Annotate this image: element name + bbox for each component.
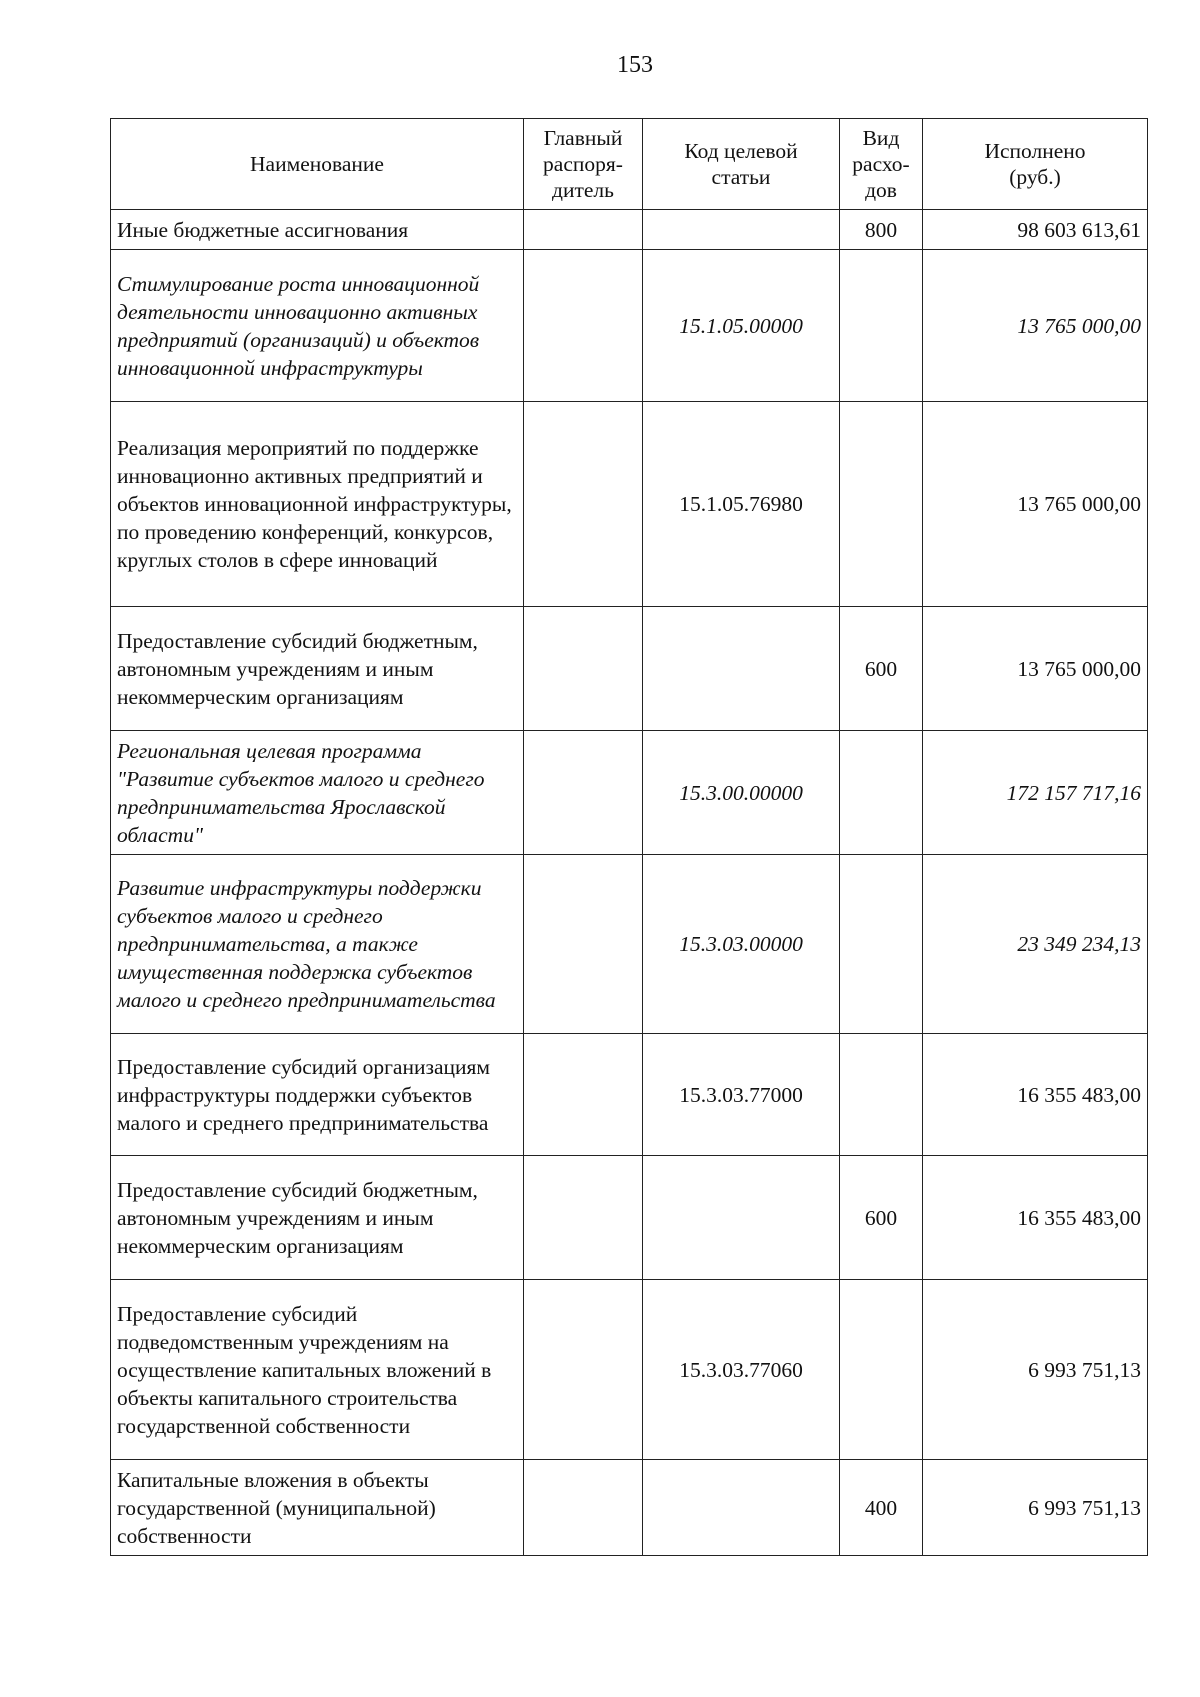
row-sum: 98 603 613,61 [923,210,1148,250]
row-code: 15.3.00.00000 [643,731,840,855]
row-code [643,210,840,250]
row-code: 15.3.03.77060 [643,1280,840,1460]
row-vid: 600 [840,1156,923,1280]
budget-table [110,118,1148,1556]
table-row [111,1280,1148,1460]
header-grbs: Главный распоря-дитель [524,119,643,210]
row-name: Предоставление субсидий бюджетным, автономным учреждениям и иным некоммерческим организациям [111,607,524,731]
row-vid: 800 [840,210,923,250]
row-code: 15.1.05.76980 [643,402,840,607]
table-row [111,607,1148,731]
header-name: Наименование [111,119,524,210]
row-grbs [524,1280,643,1460]
row-grbs [524,1034,643,1156]
row-sum: 6 993 751,13 [923,1460,1148,1556]
row-grbs [524,210,643,250]
row-name: Иные бюджетные ассигнования [111,210,524,250]
row-sum: 16 355 483,00 [923,1156,1148,1280]
table-row [111,210,1148,250]
row-code [643,607,840,731]
row-name: Региональная целевая программа "Развитие субъектов малого и среднего предпринимательства Ярославской области" [111,731,524,855]
row-name: Предоставление субсидий бюджетным, автономным учреждениям и иным некоммерческим организациям [111,1156,524,1280]
row-sum: 23 349 234,13 [923,855,1148,1034]
row-vid [840,1034,923,1156]
table-row [111,1460,1148,1556]
row-name: Реализация мероприятий по поддержке инновационно активных предприятий и объектов инновационной инфраструктуры, по проведению конференций, конкурсов, круглых столов в сфере инноваций [111,402,524,607]
row-code: 15.1.05.00000 [643,250,840,402]
table-row [111,402,1148,607]
page-number: 153 [617,52,653,78]
table-header-row [111,119,1148,210]
row-vid [840,855,923,1034]
row-vid [840,1280,923,1460]
table-row [111,1034,1148,1156]
row-code: 15.3.03.77000 [643,1034,840,1156]
row-name: Развитие инфраструктуры поддержки субъектов малого и среднего предпринимательства, а также имущественная поддержка субъектов малого и среднего предпринимательства [111,855,524,1034]
row-sum: 16 355 483,00 [923,1034,1148,1156]
row-grbs [524,1156,643,1280]
row-vid: 600 [840,607,923,731]
row-sum: 6 993 751,13 [923,1280,1148,1460]
row-vid [840,731,923,855]
table-row [111,855,1148,1034]
row-code [643,1156,840,1280]
row-name: Предоставление субсидий подведомственным учреждениям на осуществление капитальных вложений в объекты капитального строительства государственной собственности [111,1280,524,1460]
table-row [111,250,1148,402]
table-row [111,1156,1148,1280]
header-sum: Исполнено (руб.) [923,119,1148,210]
row-code [643,1460,840,1556]
row-grbs [524,731,643,855]
header-vid: Вид расхо-дов [840,119,923,210]
row-name: Стимулирование роста инновационной деятельности инновационно активных предприятий (организаций) и объектов инновационной инфраструктуры [111,250,524,402]
row-grbs [524,402,643,607]
row-sum: 13 765 000,00 [923,607,1148,731]
row-vid: 400 [840,1460,923,1556]
row-vid [840,402,923,607]
row-name: Предоставление субсидий организациям инфраструктуры поддержки субъектов малого и среднего предпринимательства [111,1034,524,1156]
row-sum: 172 157 717,16 [923,731,1148,855]
row-grbs [524,855,643,1034]
row-grbs [524,607,643,731]
row-code: 15.3.03.00000 [643,855,840,1034]
header-code: Код целевой статьи [643,119,840,210]
row-grbs [524,250,643,402]
row-sum: 13 765 000,00 [923,250,1148,402]
row-sum: 13 765 000,00 [923,402,1148,607]
row-vid [840,250,923,402]
row-grbs [524,1460,643,1556]
table-row [111,731,1148,855]
row-name: Капитальные вложения в объекты государственной (муниципальной) собственности [111,1460,524,1556]
